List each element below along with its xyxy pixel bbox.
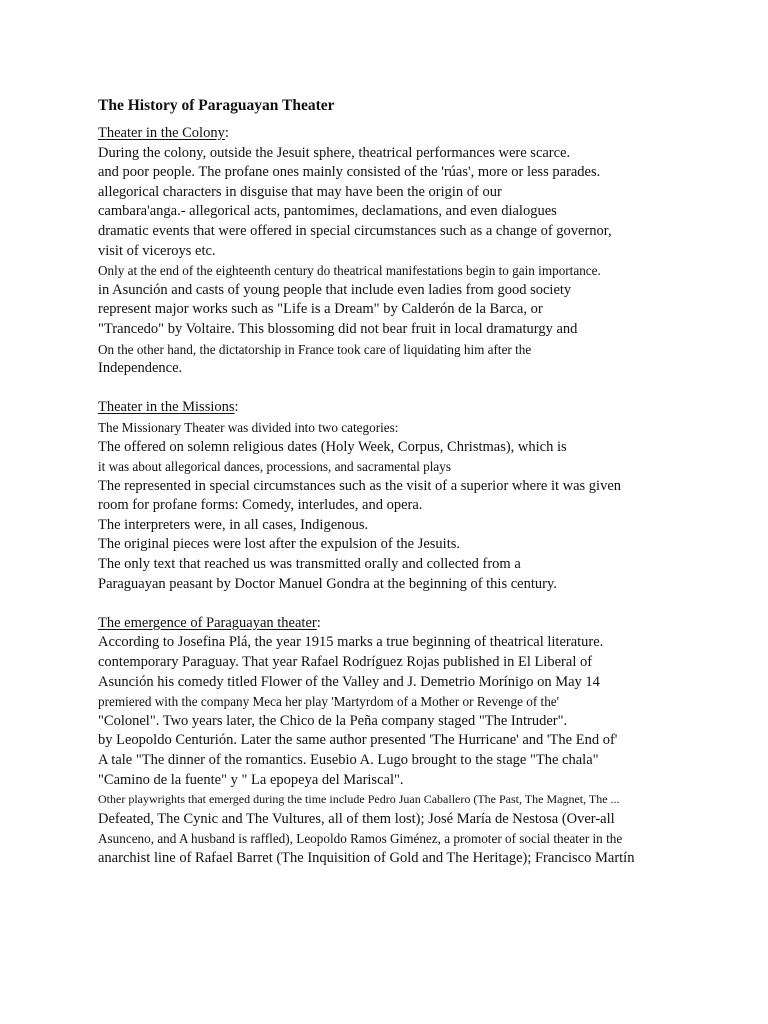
- text-line: cambara'anga.- allegorical acts, pantomimes, declamations, and even dialogues: [98, 203, 557, 220]
- text-line: visit of viceroys etc.: [98, 242, 216, 259]
- text-line: Paraguayan peasant by Doctor Manuel Gondra at the beginning of this century.: [98, 575, 557, 592]
- section: [98, 398, 728, 594]
- text-line: contemporary Paraguay. That year Rafael Rodríguez Rojas published in El Liberal of: [98, 654, 593, 671]
- section-heading: [98, 614, 728, 634]
- text-line: "Colonel". Two years later, the Chico de la Peña company staged "The Intruder".: [98, 712, 568, 729]
- text-line: The original pieces were lost after the expulsion of the Jesuits.: [98, 536, 460, 553]
- section: [98, 124, 728, 379]
- text-line: in Asunción and casts of young people that include even ladies from good society: [98, 281, 572, 298]
- text-line: Asunceno, and A husband is raffled), Leopoldo Ramos Giménez, a promoter of social theater in the: [98, 831, 623, 847]
- text-line: room for profane forms: Comedy, interludes, and opera.: [98, 497, 423, 514]
- text-line: The only text that reached us was transmitted orally and collected from a: [98, 556, 521, 573]
- text-line: represent major works such as "Life is a Dream" by Calderón de la Barca, or: [98, 301, 543, 318]
- text-line: According to Josefina Plá, the year 1915 marks a true beginning of theatrical literature.: [98, 634, 604, 651]
- section-heading-text: Theater in the Colony: [98, 125, 225, 141]
- section-heading: [98, 124, 728, 144]
- section-heading: [98, 398, 728, 418]
- text-line: it was about allegorical dances, processions, and sacramental plays: [98, 459, 452, 475]
- text-line: Defeated, The Cynic and The Vultures, all of them lost); José María de Nestosa (Over-all: [98, 810, 615, 827]
- text-line: Other playwrights that emerged during the time include Pedro Juan Caballero (The Past, The Magnet, The ...: [98, 792, 620, 807]
- section: [98, 614, 728, 869]
- text-line: The interpreters were, in all cases, Indigenous.: [98, 516, 369, 533]
- document-title: The History of Paraguayan Theater: [98, 97, 335, 114]
- text-line: "Trancedo" by Voltaire. This blossoming did not bear fruit in local dramaturgy and: [98, 320, 578, 337]
- document-sections: [98, 124, 728, 869]
- text-line: allegorical characters in disguise that may have been the origin of our: [98, 183, 502, 200]
- section-heading-colon: :: [234, 399, 239, 416]
- text-line: The represented in special circumstances such as the visit of a superior where it was given: [98, 477, 622, 494]
- section-heading-colon: :: [316, 614, 321, 631]
- section-heading-text: Theater in the Missions: [98, 399, 235, 416]
- text-line: Only at the end of the eighteenth century do theatrical manifestations begin to gain importance.: [98, 263, 601, 279]
- document-body: [98, 96, 728, 869]
- text-line: During the colony, outside the Jesuit sphere, theatrical performances were scarce.: [98, 144, 571, 161]
- text-line: dramatic events that were offered in special circumstances such as a change of governor,: [98, 222, 612, 239]
- text-line: anarchist line of Rafael Barret (The Inquisition of Gold and The Heritage); Francisco Martín: [98, 849, 635, 866]
- text-line: "Camino de la fuente" y " La epopeya del Mariscal".: [98, 771, 404, 788]
- text-line: On the other hand, the dictatorship in France took care of liquidating him after the: [98, 341, 532, 357]
- text-line: by Leopoldo Centurión. Later the same author presented 'The Hurricane' and 'The End of': [98, 732, 618, 749]
- text-line: and poor people. The profane ones mainly consisted of the 'rúas', more or less parades.: [98, 164, 601, 181]
- text-line: The offered on solemn religious dates (Holy Week, Corpus, Christmas), which is: [98, 438, 567, 455]
- section-heading-colon: :: [224, 125, 229, 141]
- section-heading-text: The emergence of Paraguayan theater: [98, 614, 317, 631]
- text-line: Asunción his comedy titled Flower of the Valley and J. Demetrio Morínigo on May 14: [98, 673, 600, 690]
- text-line: The Missionary Theater was divided into two categories:: [98, 419, 399, 435]
- text-line: Independence.: [98, 360, 183, 377]
- text-line: premiered with the company Meca her play 'Martyrdom of a Mother or Revenge of the': [98, 694, 560, 710]
- text-line: A tale "The dinner of the romantics. Eusebio A. Lugo brought to the stage "The chala": [98, 752, 599, 768]
